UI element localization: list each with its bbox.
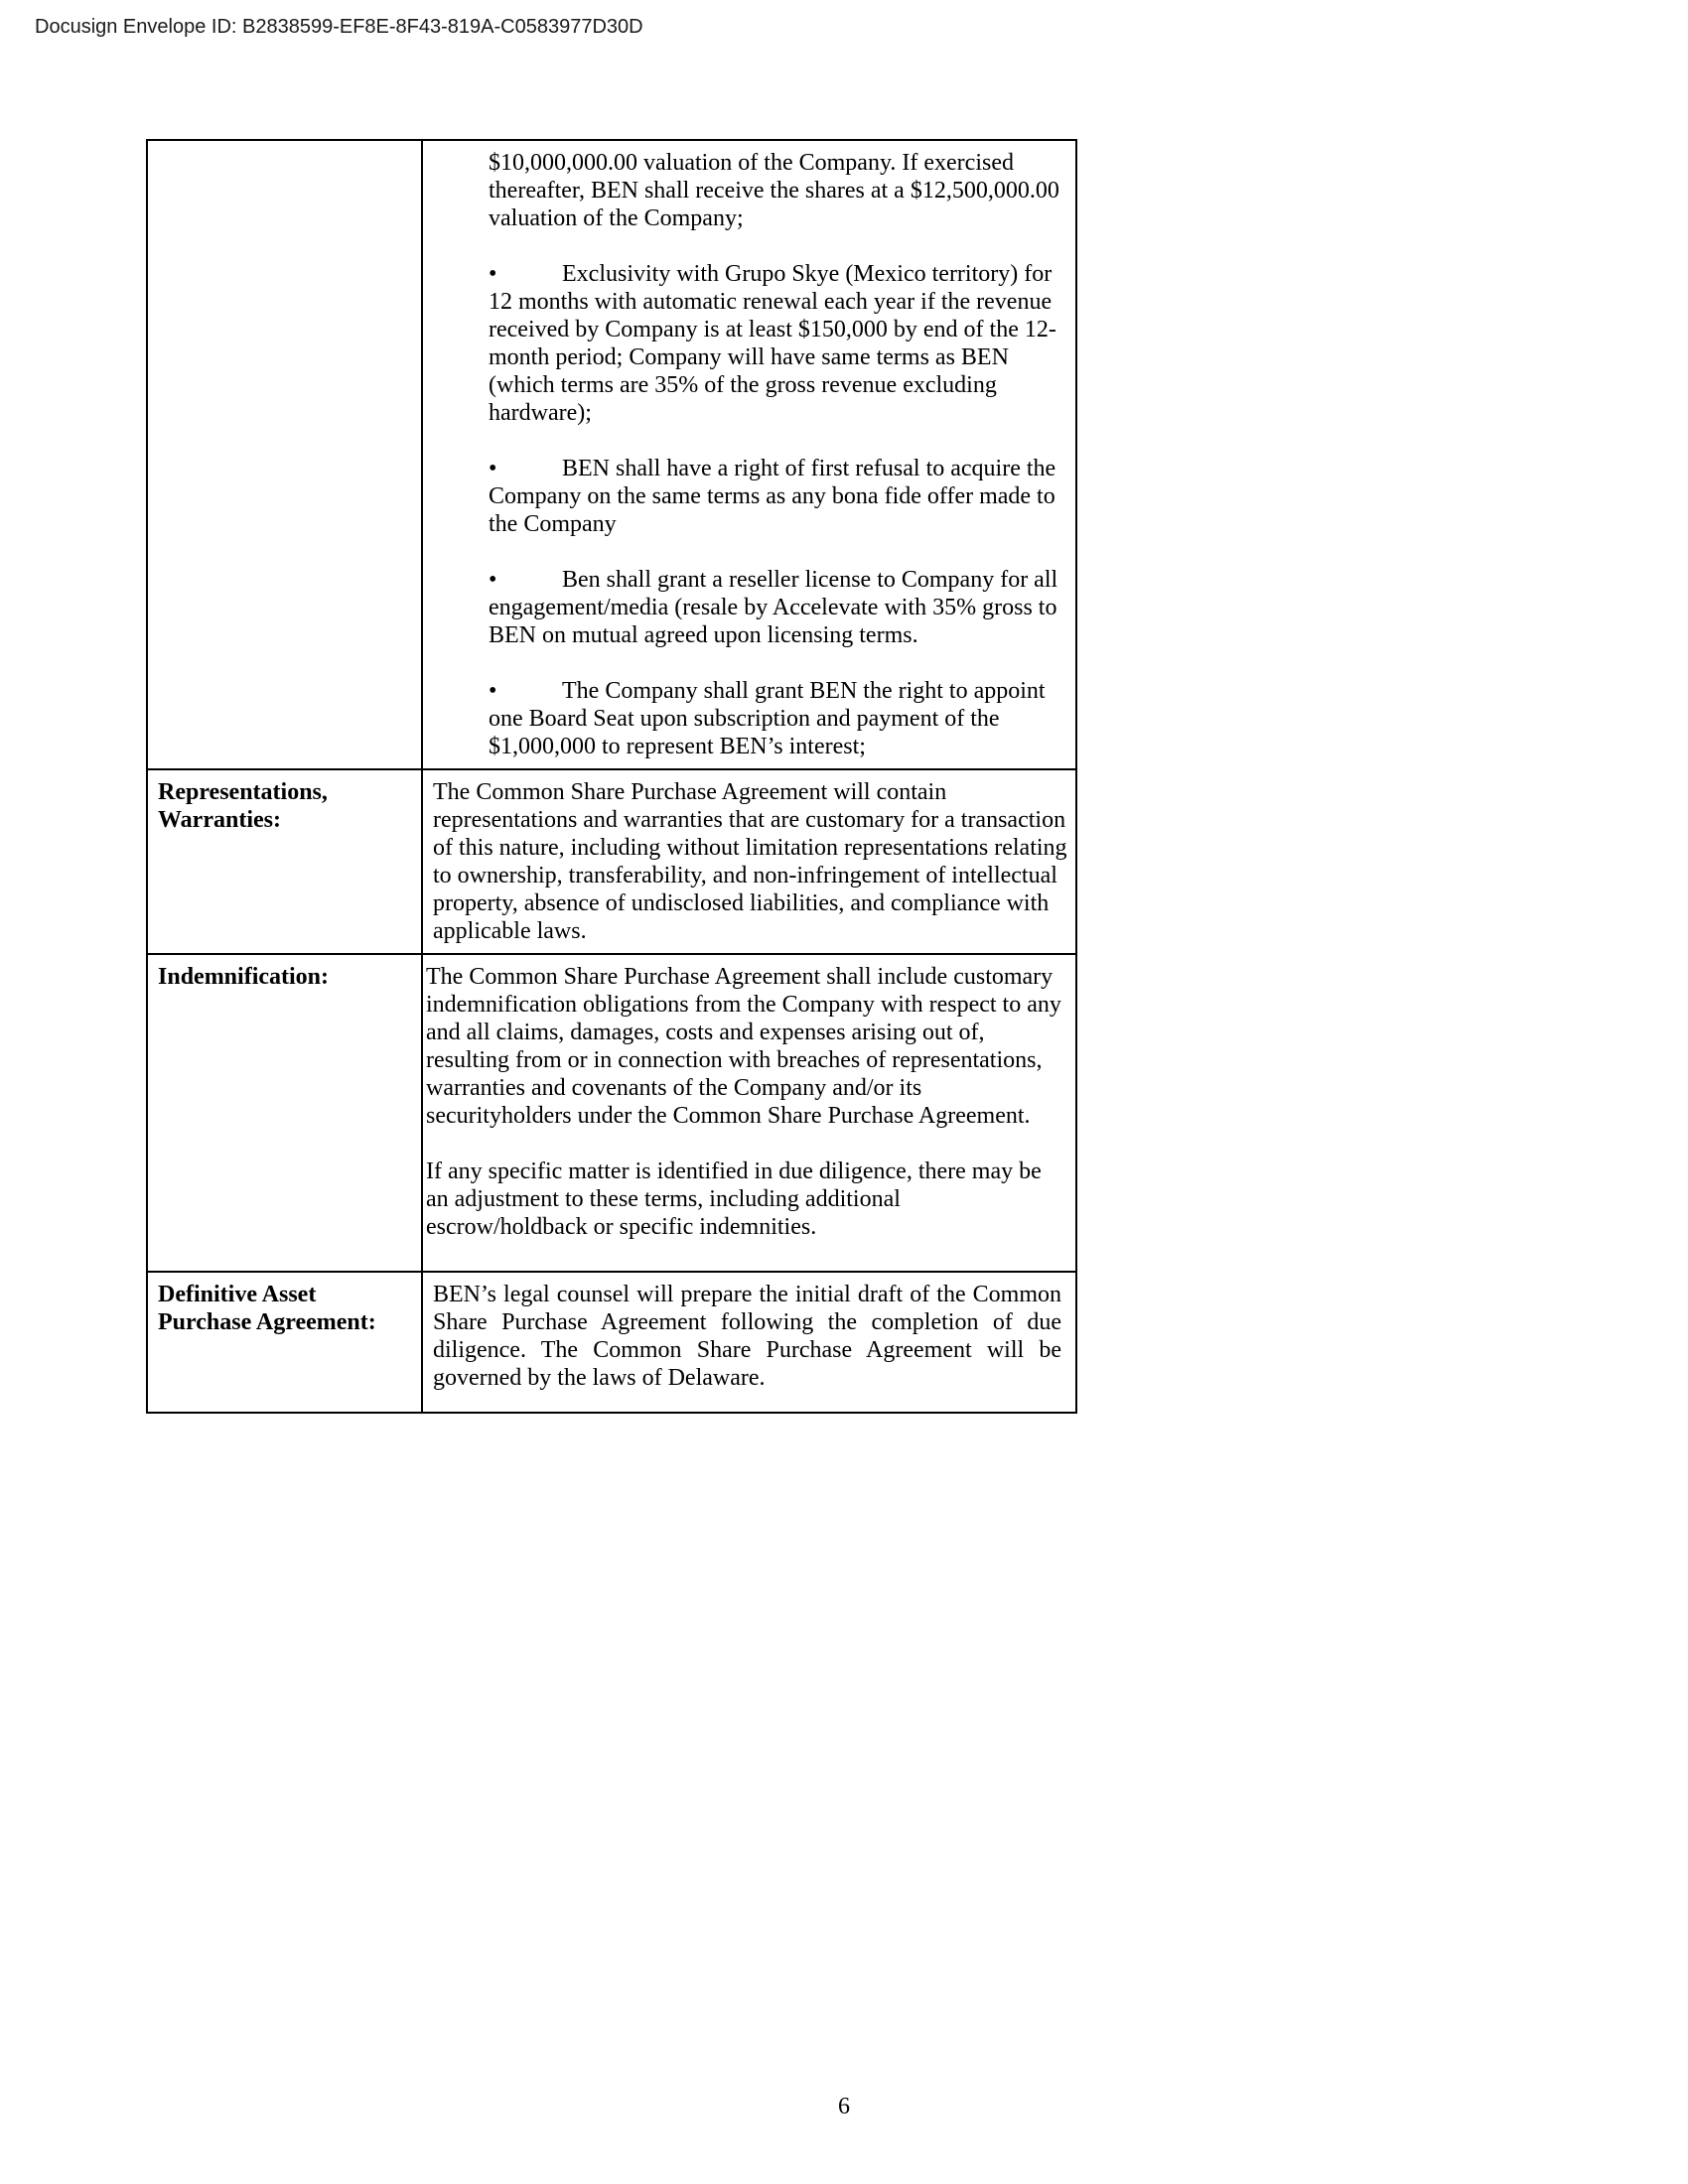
table-row <box>148 1271 1075 1412</box>
bullet-item <box>489 455 1073 538</box>
bullet-item <box>489 677 1073 760</box>
bullet-icon: • <box>489 567 497 593</box>
bullet-icon: • <box>489 456 497 481</box>
continuation-intro: $10,000,000.00 valuation of the Company. If exercised thereafter, BEN shall receive the shares at a $12,500,000.00 valuation of the Company; <box>489 150 1059 231</box>
bullet-item <box>489 260 1073 427</box>
bullet-icon: • <box>489 678 497 704</box>
row-content-representations-warranties <box>423 770 1075 953</box>
row-content-definitive-asset-purchase-agreement <box>423 1273 1075 1412</box>
paragraph: If any specific matter is identified in due diligence, there may be an adjustment to these terms, including additional escrow/holdback or specific indemnities. <box>426 1159 1042 1240</box>
row-content-continuation <box>423 141 1075 768</box>
page-number: 6 <box>838 2094 850 2119</box>
bullet-item <box>489 566 1073 649</box>
bullet-icon: • <box>489 261 497 287</box>
paragraph: The Common Share Purchase Agreement will contain representations and warranties that are customary for a transaction of this nature, including without limitation representations relating to ownership, transferability, and non-infringement of intellectual property, absence of undisclosed liabilities, and compliance with applicable laws. <box>433 779 1067 944</box>
table-row <box>148 953 1075 1271</box>
bullet-text: Exclusivity with Grupo Skye (Mexico territory) for 12 months with automatic renewal each year if the revenue received by Company is at least $150,000 by end of the 12-month period; Company will have same terms as BEN (which terms are 35% of the gross revenue excluding hardware); <box>489 261 1056 426</box>
paragraph: BEN’s legal counsel will prepare the initial draft of the Common Share Purchase Agreement following the completion of due diligence. The Common Share Purchase Agreement will be governed by the laws of Delaware. <box>433 1282 1061 1391</box>
row-label-continuation <box>148 141 423 768</box>
bullet-text: BEN shall have a right of first refusal to acquire the Company on the same terms as any bona fide offer made to the Company <box>489 456 1056 537</box>
row-label-definitive-asset-purchase-agreement: Definitive Asset Purchase Agreement: <box>148 1273 423 1412</box>
table-row <box>148 768 1075 953</box>
terms-table <box>146 139 1077 1414</box>
row-label-indemnification: Indemnification: <box>148 955 423 1271</box>
bullet-text: Ben shall grant a reseller license to Company for all engagement/media (resale by Accelevate with 35% gross to BEN on mutual agreed upon licensing terms. <box>489 567 1058 648</box>
row-content-indemnification <box>423 955 1075 1271</box>
docusign-envelope-id: Docusign Envelope ID: B2838599-EF8E-8F43-819A-C0583977D30D <box>35 16 643 38</box>
table-row <box>148 141 1075 768</box>
row-label-representations-warranties: Representations, Warranties: <box>148 770 423 953</box>
paragraph: The Common Share Purchase Agreement shall include customary indemnification obligations from the Company with respect to any and all claims, damages, costs and expenses arising out of, resulting from or in connection with breaches of representations, warranties and covenants of the Company and/or its securityholders under the Common Share Purchase Agreement. <box>426 964 1061 1129</box>
bullet-text: The Company shall grant BEN the right to appoint one Board Seat upon subscription and payment of the $1,000,000 to represent BEN’s interest; <box>489 678 1046 759</box>
